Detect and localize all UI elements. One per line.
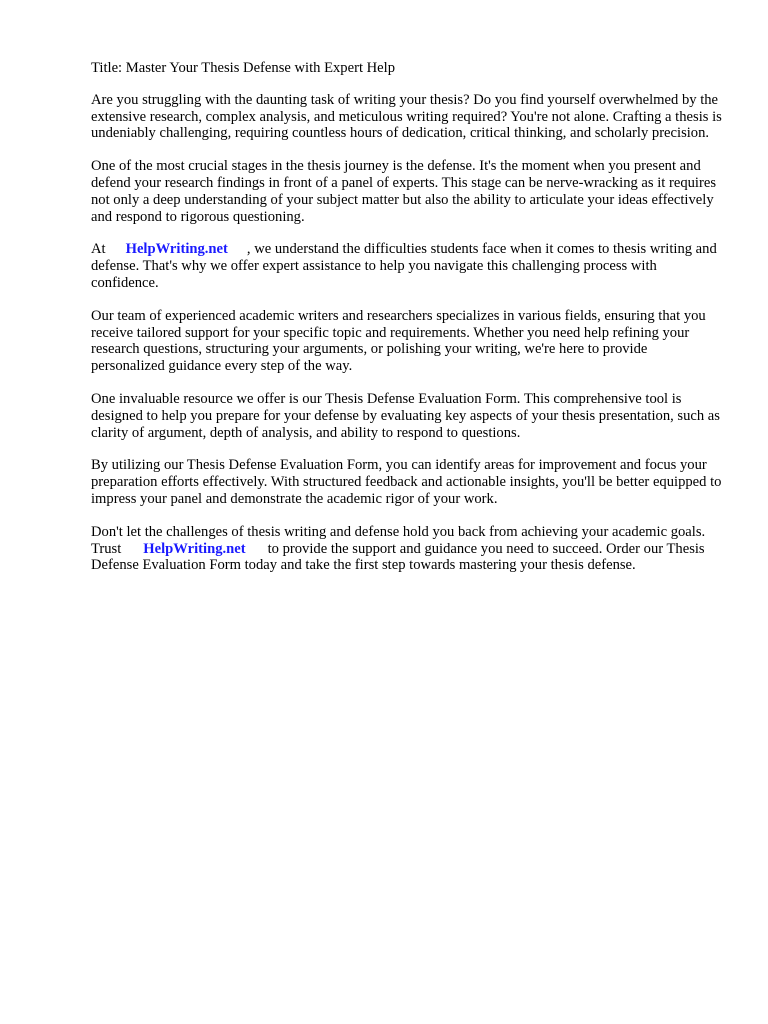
paragraph-text-after-link: , we understand the difficulties students face when it comes to thesis writing and defense. That's why we offer expert assistance to help you navigate this challenging process with confidence. <box>91 241 717 291</box>
paragraph-utilizing: By utilizing our Thesis Defense Evaluation Form, you can identify areas for improvement and focus your preparation efforts effectively. With structured feedback and actionable insights, you'll be better equipped to impress your panel and demonstrate the academic rigor of your work. <box>91 457 722 507</box>
paragraph-text-after-link: to provide the support and guidance you need to succeed. Order our Thesis Defense Evaluation Form today and take the first step towards mastering your thesis defense. <box>91 540 705 574</box>
paragraph-defense: One of the most crucial stages in the thesis journey is the defense. It's the moment when you present and defend your research findings in front of a panel of experts. This stage can be nerve-wracking as it requires not only a deep understanding of your subject matter but also the ability to articulate your ideas effectively and respond to rigorous questioning. <box>91 158 717 225</box>
paragraph-closing <box>91 524 723 574</box>
paragraph-helpwriting <box>91 241 723 291</box>
helpwriting-link[interactable]: HelpWriting.net <box>143 540 246 557</box>
paragraph-text-before-link: Don't let the challenges of thesis writing and defense hold you back from achieving your academic goals. Trust <box>91 523 706 557</box>
paragraph-text-before-link: At <box>91 241 106 258</box>
helpwriting-link[interactable]: HelpWriting.net <box>125 241 228 258</box>
paragraph-team: Our team of experienced academic writers and researchers specializes in various fields, ensuring that you receive tailored support for your specific topic and requirements. Whether you need help refining your research questions, structuring your arguments, or polishing your writing, we're here to provide personalized guidance every step of the way. <box>91 307 706 375</box>
paragraph-evaluation-form: One invaluable resource we offer is our Thesis Defense Evaluation Form. This comprehensive tool is designed to help you prepare for your defense by evaluating key aspects of your thesis presentation, such as clarity of argument, depth of analysis, and ability to respond to questions. <box>91 390 720 441</box>
paragraph-intro: Are you struggling with the daunting task of writing your thesis? Do you find yourself overwhelmed by the extensive research, complex analysis, and meticulous writing required? You're not alone. Crafting a thesis is undeniably challenging, requiring countless hours of dedication, critical thinking, and scholarly precision. <box>91 91 722 142</box>
document-page <box>91 60 723 590</box>
document-title: Title: Master Your Thesis Defense with Expert Help <box>91 60 396 76</box>
